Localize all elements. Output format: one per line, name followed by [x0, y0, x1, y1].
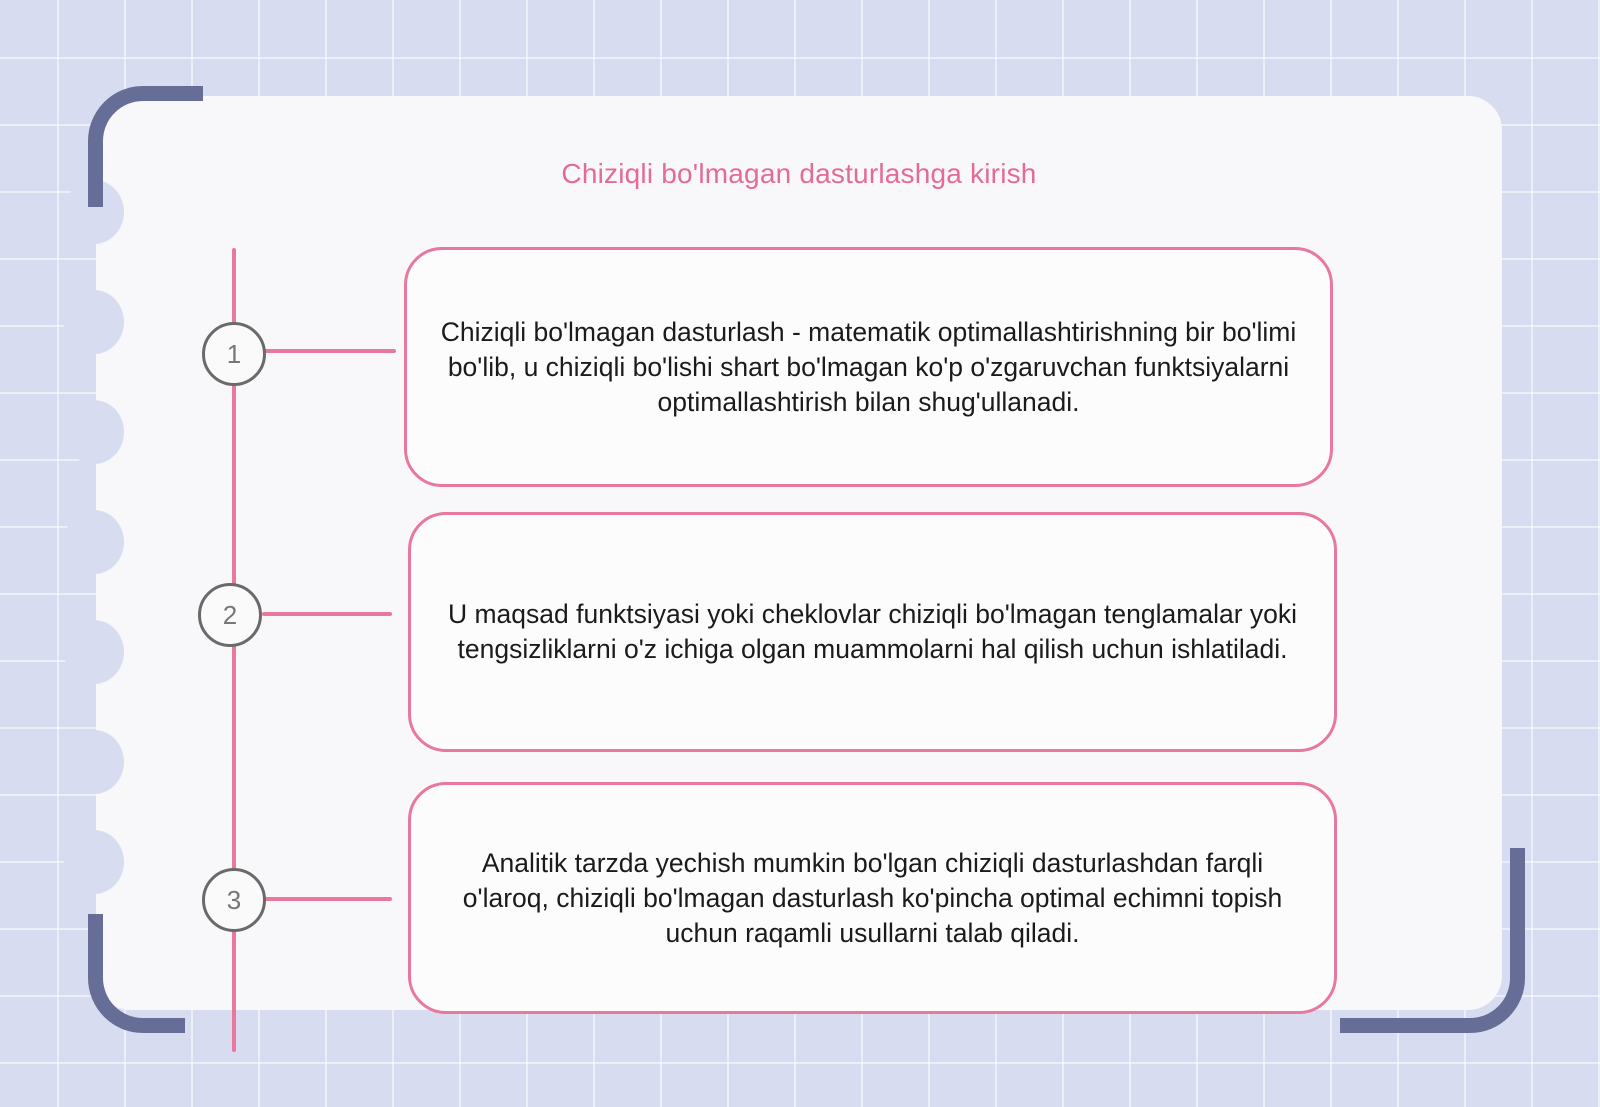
diagram-title: Chiziqli bo'lmagan dasturlashga kirish: [561, 158, 1037, 189]
step-connector: [262, 349, 396, 353]
step-box-2: [408, 512, 1337, 752]
step-box-3: [408, 782, 1337, 1014]
frame-bracket-bottom-left: [88, 914, 185, 1033]
step-connector: [264, 897, 392, 901]
card-scallop: [64, 400, 124, 464]
step-number-circle: 3: [202, 868, 266, 932]
step-number-circle: 1: [202, 322, 266, 386]
step-number-circle: 2: [198, 583, 262, 647]
card-scallop: [64, 290, 124, 354]
step-text: Analitik tarzda yechish mumkin bo'lgan chiziqli dasturlashdan farqli o'laroq, chiziqli bo'lmagan dasturlash ko'pincha optimal echimni topish uchun raqamli usullarni talab qiladi.: [462, 847, 1283, 948]
card-scallop: [64, 830, 124, 894]
card-scallop: [64, 510, 124, 574]
card-scallop: [64, 620, 124, 684]
step-text: Chiziqli bo'lmagan dasturlash - matematik optimallashtirishning bir bo'limi bo'lib, u chiziqli bo'lishi shart bo'lmagan ko'p o'zgaruvchan funktsiyalarni optimallashtirish bilan shug'ullanadi.: [440, 316, 1297, 417]
card-scallop: [64, 730, 124, 794]
step-text: U maqsad funktsiyasi yoki cheklovlar chiziqli bo'lmagan tenglamalar yoki tengsizliklarni o'z ichiga olgan muammolarni hal qilish uchun ishlatiladi.: [447, 599, 1298, 664]
step-connector: [262, 612, 392, 616]
step-box-1: [404, 247, 1333, 487]
frame-bracket-bottom-right: [1340, 848, 1525, 1033]
